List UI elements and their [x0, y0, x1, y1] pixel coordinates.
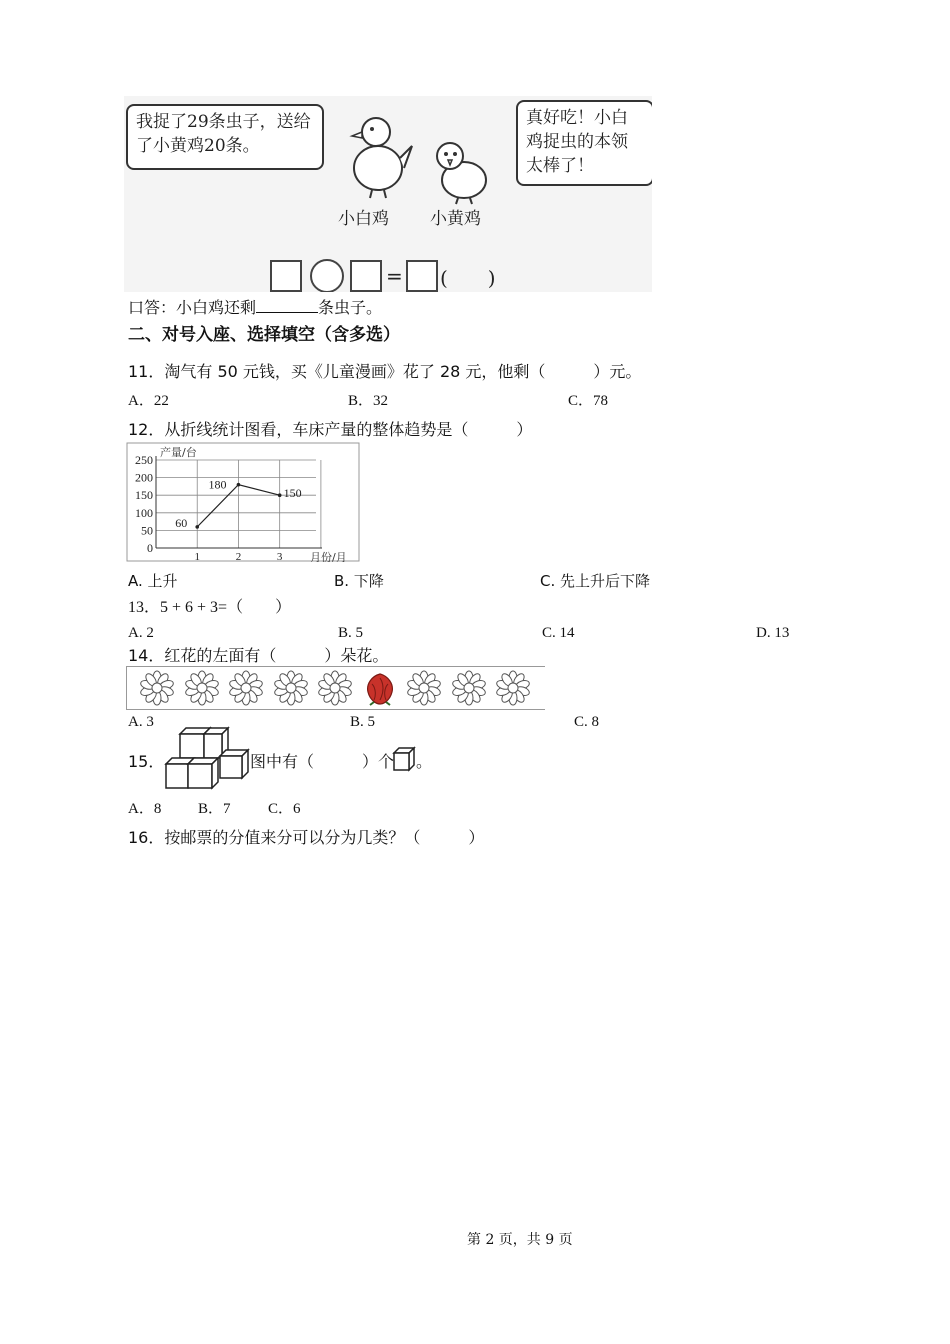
- single-cube-icon: [392, 746, 416, 772]
- question-11-stem: 11．淘气有 50 元钱，买《儿童漫画》花了 28 元，他剩（ ）元。: [128, 362, 642, 381]
- question-15-number: 15．: [128, 752, 165, 771]
- answer-line: [128, 298, 382, 318]
- yellow-chick-icon: [430, 136, 494, 206]
- answer-suffix: 条虫子。: [318, 298, 383, 317]
- question-15-stem: 图中有（ ）个: [250, 752, 395, 771]
- chart-data-point: [237, 483, 241, 487]
- answer-blank: [256, 298, 318, 313]
- chart-y-tick-label: 100: [135, 505, 153, 520]
- question-15-end: 。: [416, 752, 433, 771]
- chart-data-point: [195, 525, 199, 529]
- question-14-stem: 14．红花的左面有（ ）朵花。: [128, 646, 389, 665]
- equation-equals: =: [386, 264, 403, 288]
- chart-y-axis-label: 产量/台: [160, 446, 197, 459]
- bubble-right-text: 真好吃！小白鸡捉虫的本领太棒了！: [526, 108, 628, 176]
- question-16-stem: 16．按邮票的分值来分可以分为几类？（ ）: [128, 828, 485, 847]
- chart-y-tick-label: 250: [135, 453, 153, 467]
- chart-frame: [127, 443, 359, 561]
- chart-data-point: [278, 493, 282, 497]
- equation-operator-circle: [310, 259, 344, 292]
- chart-data-label: 180: [208, 477, 227, 492]
- section-title: 二、对号入座、选择填空（含多选）: [128, 325, 400, 345]
- chart-y-tick-label: 200: [135, 470, 153, 485]
- chick-illustration: [124, 96, 652, 292]
- page-footer: 第 2 页，共 9 页: [467, 1232, 573, 1248]
- white-chick-icon: [342, 110, 414, 200]
- question-12-option-b: B. 下降: [334, 572, 384, 590]
- yellow-chick-label: 小黄鸡: [430, 209, 481, 229]
- chart-y-tick-label: 150: [135, 488, 153, 503]
- question-12-option-a: A. 上升: [128, 572, 178, 590]
- flower-row: [126, 666, 545, 710]
- white-flower-icon: [406, 670, 442, 706]
- chart-data-label: 150: [283, 486, 302, 501]
- chart-x-tick-label: 1: [194, 551, 200, 562]
- white-flower-icon: [139, 670, 175, 706]
- white-flower-icon: [317, 670, 353, 706]
- equation-unit-paren: ( ): [440, 266, 496, 290]
- question-13-option-a: A. 2: [128, 625, 154, 641]
- question-12-option-c: C. 先上升后下降: [540, 572, 651, 590]
- white-flower-icon: [228, 670, 264, 706]
- white-flower-icon: [184, 670, 220, 706]
- chart-data-label: 60: [175, 515, 188, 530]
- red-flower-icon: [362, 670, 398, 706]
- equation-box-2: [350, 260, 382, 292]
- question-15-option-b: B．7: [198, 801, 231, 817]
- question-11-option-b: B．32: [348, 393, 389, 409]
- chart-y-tick-label: 0: [147, 541, 153, 555]
- speech-bubble-right: [516, 100, 652, 186]
- question-15-option-c: C．6: [268, 801, 301, 817]
- question-13-option-c: C. 14: [542, 625, 575, 641]
- white-flower-icon: [451, 670, 487, 706]
- question-13-option-b: B. 5: [338, 625, 364, 641]
- chart-x-tick-label: 2: [235, 551, 242, 562]
- production-line-chart: [126, 442, 360, 562]
- chart-x-axis-label: 月份/月: [310, 551, 347, 562]
- question-11-option-a: A．22: [128, 393, 169, 409]
- question-13-stem: 13．5 + 6 + 3=（ ）: [128, 599, 292, 616]
- question-11-option-c: C．78: [568, 393, 609, 409]
- white-flower-icon: [495, 670, 531, 706]
- chart-y-tick-label: 50: [141, 523, 153, 538]
- speech-bubble-left: [126, 104, 324, 170]
- question-13-option-d: D. 13: [756, 625, 790, 641]
- question-14-option-b: B. 5: [350, 714, 376, 730]
- cube-stack-icon: [164, 726, 250, 792]
- question-14-option-c: C. 8: [574, 714, 600, 730]
- chart-x-tick-label: 3: [276, 551, 283, 562]
- white-flower-icon: [273, 670, 309, 706]
- answer-prefix: 口答：小白鸡还剩: [128, 298, 257, 317]
- question-12-stem: 12．从折线统计图看，车床产量的整体趋势是（ ）: [128, 420, 533, 439]
- equation-box-1: [270, 260, 302, 292]
- bubble-left-text: 我捉了29条虫子，送给了小黄鸡20条。: [136, 112, 311, 156]
- equation-box-result: [406, 260, 438, 292]
- white-chick-label: 小白鸡: [338, 209, 389, 229]
- question-15-option-a: A．8: [128, 801, 162, 817]
- question-14-option-a: A. 3: [128, 714, 154, 730]
